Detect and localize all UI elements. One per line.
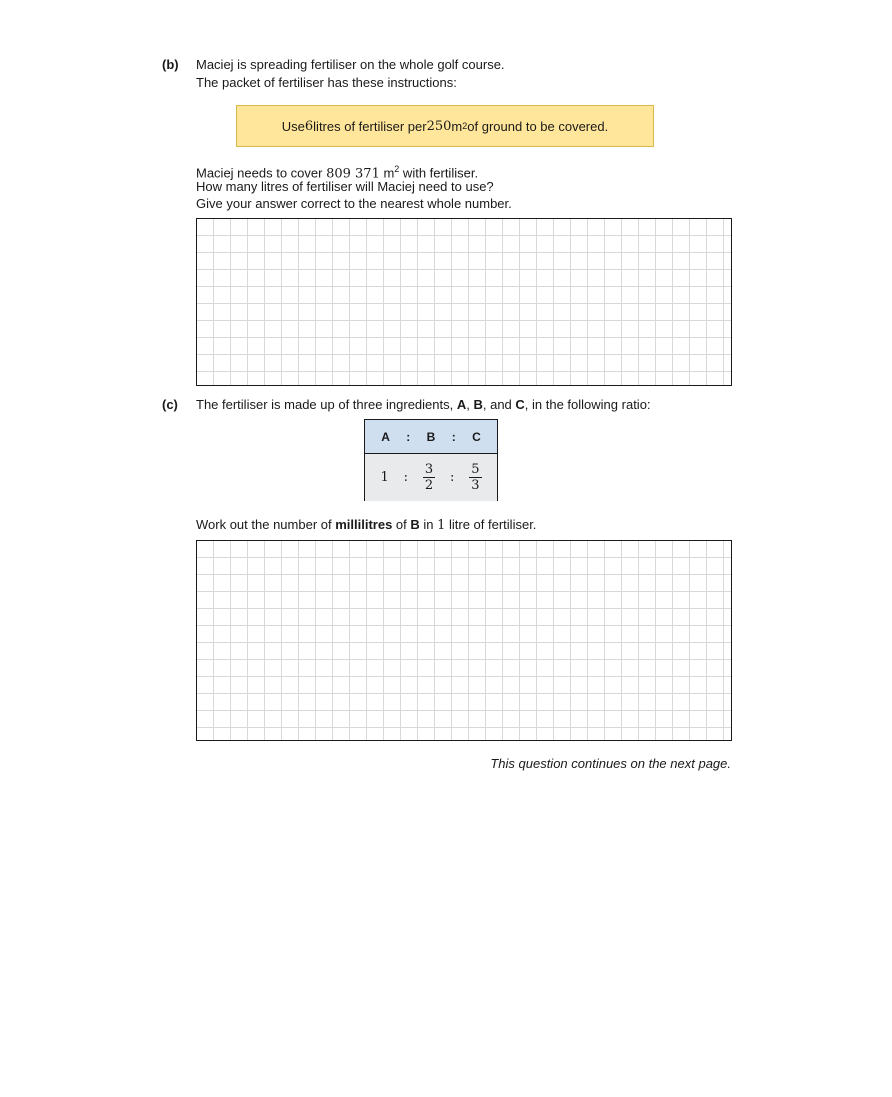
callout-area: 250 [426,118,452,134]
ratio-b-denominator: 2 [424,478,434,493]
intro-sep-1: , [466,397,474,412]
q1-unit-sup: 2 [394,164,400,174]
ratio-header-colon-2: : [451,429,456,444]
task-mid: of [392,517,411,532]
ratio-c-denominator: 3 [471,478,480,493]
ratio-colon-1: : [403,470,408,485]
ratio-value-c [469,462,481,493]
callout-text-pre: Use [281,118,305,134]
q1-pre: Maciej needs to cover [196,165,327,181]
part-c-task [196,516,536,535]
q1-post: with fertiliser. [399,165,479,181]
continues-note: This question continues on the next page. [490,756,731,771]
answer-grid-c[interactable] [196,540,732,741]
ratio-table [364,419,498,501]
answer-grid-b[interactable] [196,218,732,386]
task-pre: Work out the number of [196,517,336,532]
q1-value: 809 371 [326,166,380,182]
task-in: in [419,517,438,532]
part-c-intro [196,396,651,414]
ratio-header-c: C [472,429,481,444]
ingredient-b: B [473,397,483,412]
intro-pre: The fertiliser is made up of three ingredients, [196,397,457,412]
callout-unit-sup: 2 [462,121,468,131]
callout-text-mid: litres of fertiliser per [313,118,427,134]
intro-sep-2: , and [482,397,516,412]
ratio-header-b: B [426,429,436,444]
task-post: litre of fertiliser. [445,517,537,532]
q1-unit: m [379,165,395,181]
task-bold-millilitres: millilitres [335,517,393,532]
part-b-question-2: How many litres of fertiliser will Maciej need to use? [196,179,494,194]
callout-text-post: of ground to be covered. [467,118,609,134]
part-b-label: (b) [162,57,179,72]
ratio-header-colon-1: : [406,429,411,444]
instructions-callout [236,105,654,147]
part-b-question-3: Give your answer correct to the nearest whole number. [196,196,512,211]
part-b-line-2: The packet of fertiliser has these instructions: [196,75,457,90]
ratio-c-numerator: 5 [471,462,480,477]
ratio-colon-2: : [450,470,455,485]
ingredient-c: C [515,397,525,412]
task-ingredient-b: B [410,517,420,532]
ratio-header-row [365,420,497,454]
ingredient-a: A [456,397,467,412]
ratio-value-b [423,462,435,493]
ratio-header-a: A [381,429,390,444]
ratio-value-a: 1 [380,470,389,485]
ratio-value-row [365,454,497,501]
callout-litres: 6 [304,118,314,134]
intro-post: , in the following ratio: [524,397,651,412]
part-c-label: (c) [162,397,178,412]
ratio-b-numerator: 3 [424,462,434,477]
task-one: 1 [437,518,446,533]
part-b-line-1: Maciej is spreading fertiliser on the whole golf course. [196,57,505,72]
callout-unit: m [451,118,463,134]
